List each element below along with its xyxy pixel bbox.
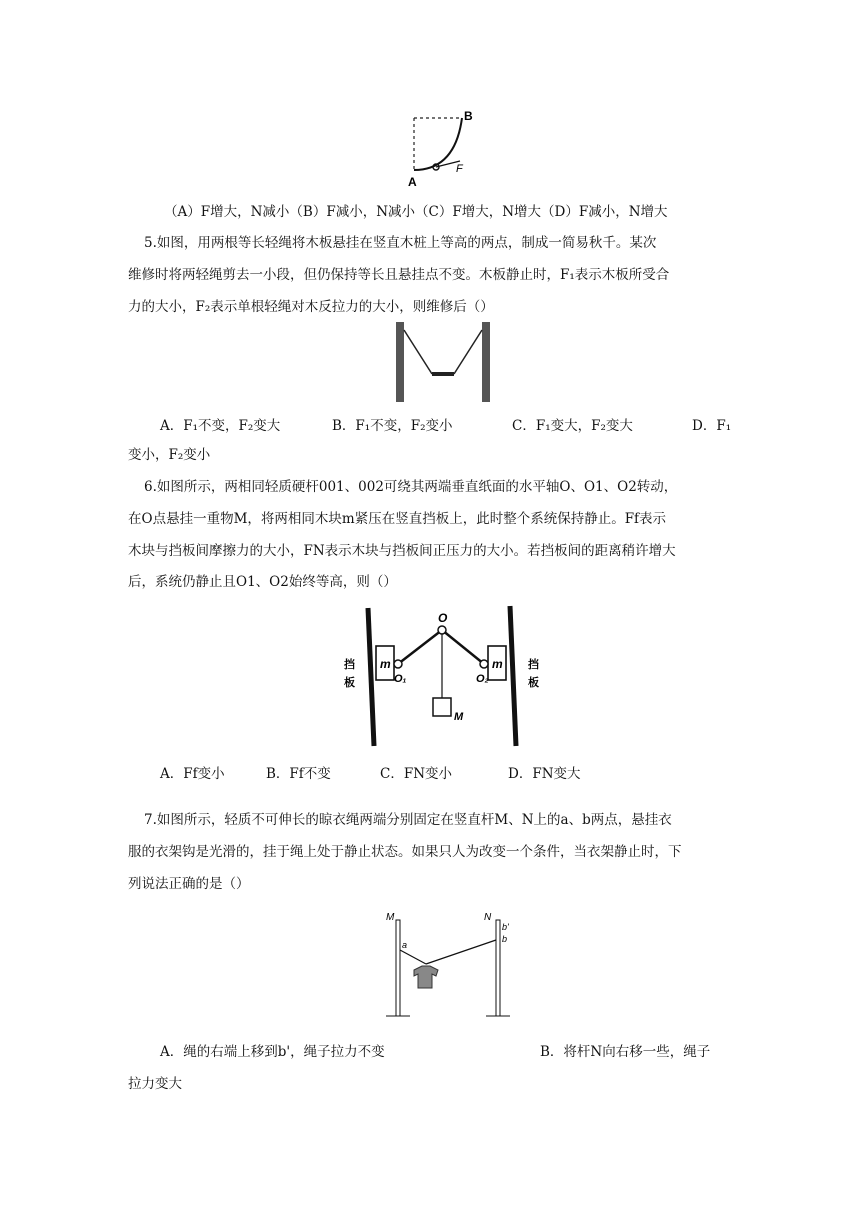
q7-line2: 服的衣架钩是光滑的，挂于绳上处于静止状态。如果只人为改变一个条件，当衣架静止时，下 — [128, 844, 682, 860]
q6-figure — [330, 602, 570, 748]
label-m-right: m — [492, 657, 503, 671]
q5-option-c: C．F₁变大，F₂变大 — [512, 418, 633, 434]
q6-option-b: B．Ff不变 — [266, 766, 331, 782]
label-board-left-2: 板 — [344, 677, 355, 689]
label-board-right-1: 挡 — [528, 659, 539, 671]
q7-line1: 7.如图所示，轻质不可伸长的晾衣绳两端分别固定在竖直杆M、N上的a、b两点，悬挂衣 — [144, 812, 672, 828]
label-F: F — [456, 163, 463, 175]
q5-option-b: B．F₁不变，F₂变小 — [332, 418, 453, 434]
label-board-right-2: 板 — [528, 677, 539, 689]
q6-option-c: C．FN变小 — [380, 766, 453, 782]
label-O2: O₂ — [476, 673, 489, 685]
label-A: A — [408, 175, 417, 189]
q5-option-d: D．F₁ — [692, 418, 732, 434]
q5-line1: 5.如图，用两根等长轻绳将木板悬挂在竖直木桩上等高的两点，制成一简易秋千。某次 — [144, 235, 657, 251]
label-a: a — [402, 940, 408, 950]
label-N: N — [484, 912, 492, 923]
q6-line2: 在O点悬挂一重物M，将两相同木块m紧压在竖直挡板上，此时整个系统保持静止。Ff表示 — [128, 511, 667, 527]
q7-line3: 列说法正确的是（） — [128, 876, 250, 892]
label-O1: O₁ — [394, 673, 407, 685]
q6-line4: 后，系统仍静止且O1、O2始终等高，则（） — [128, 574, 397, 590]
label-O: O — [438, 611, 448, 625]
label-board-left-1: 挡 — [344, 659, 355, 671]
q7-option-a: A．绳的右端上移到b'，绳子拉力不变 — [160, 1044, 385, 1060]
q5-line2: 维修时将两轻绳剪去一小段，但仍保持等长且悬挂点不变。木板静止时，F₁表示木板所受合 — [128, 267, 670, 283]
q5-option-a: A．F₁不变，F₂变大 — [160, 418, 281, 434]
label-M: M — [454, 711, 464, 723]
q5-option-d-cont: 变小，F₂变小 — [128, 447, 211, 463]
q6-option-d: D．FN变大 — [508, 766, 581, 782]
label-B: B — [464, 109, 473, 123]
q7-option-b-cont: 拉力变大 — [128, 1076, 182, 1092]
q5-swing-figure — [390, 320, 496, 404]
q7-option-b: B．将杆N向右移一些，绳子 — [540, 1044, 711, 1060]
label-b: b — [502, 934, 508, 944]
label-b-prime: b' — [502, 922, 509, 932]
q6-line3: 木块与挡板间摩擦力的大小，FN表示木块与挡板间正压力的大小。若挡板间的距离稍许增大 — [128, 543, 676, 559]
q7-figure — [380, 908, 520, 1026]
q6-line1: 6.如图所示，两相同轻质硬杆001、002可绕其两端垂直纸面的水平轴O、O1、O2转动， — [144, 479, 678, 495]
label-m-left: m — [380, 657, 391, 671]
q5-line3: 力的大小，F₂表示单根轻绳对木反拉力的大小，则维修后（） — [128, 299, 494, 315]
q6-option-a: A．Ff变小 — [160, 766, 225, 782]
q4-figure — [400, 108, 490, 190]
q4-options: （A）F增大，N减小（B）F减小，N减小（C）F增大，N增大（D）F减小，N增大 — [164, 204, 668, 220]
label-M: M — [386, 912, 395, 923]
